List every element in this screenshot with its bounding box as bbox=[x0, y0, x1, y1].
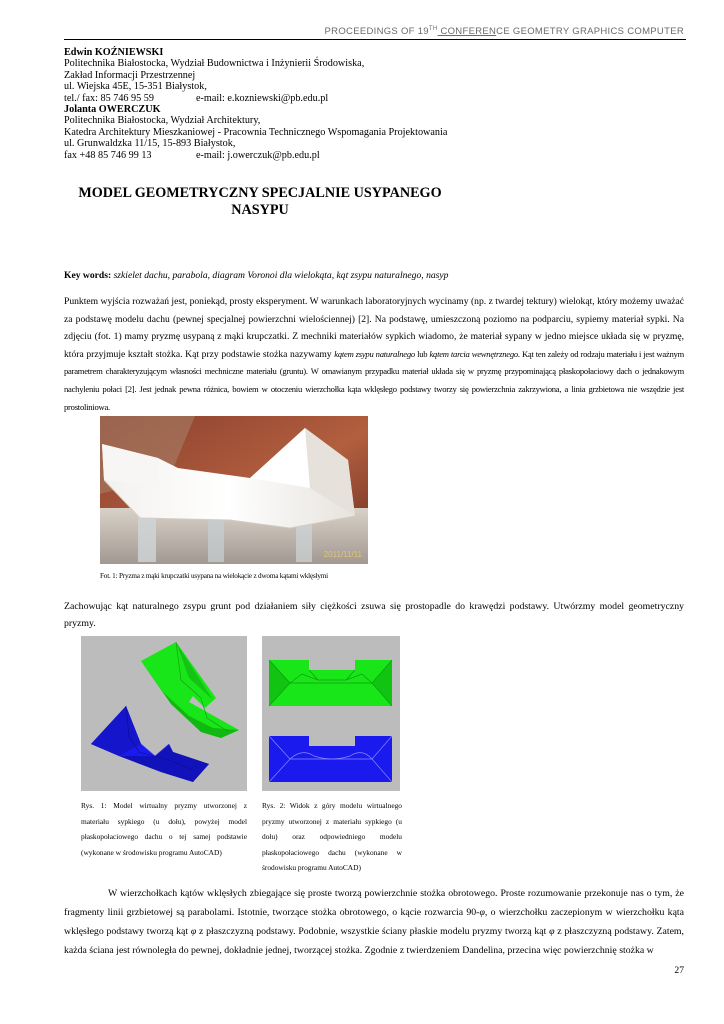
running-header-underlined: CONFEREN bbox=[437, 26, 497, 38]
paragraph-intro-text-a: Punktem wyjścia rozważań jest, poniekąd, prosty eksperyment. W warunkach laboratoryjnych wycinamy (np. z twardej tektury) wielokąt, który możemy uważać za podstawę modelu dachu (pewnej specjalnej powierzchni wielościennej) [2]. Na podstawę, umieszczoną poziomo na podparciu, sypiemy materiał sypki. Na zdjęciu (fot. 1) mamy pryzmę usypaną z mąki krupczatki. Z mechniki materiałów sypkich wiadomo, że materiał sypany w jedno miejsce układa się w pryzmę, która przyjmuje kształt stożka. Kąt przy podstawie stożka nazywamy bbox=[64, 296, 684, 360]
paragraph-model: Zachowując kąt naturalnego zsypu grunt pod działaniem siły ciężkości zsuwa się prostopadle do krawędzi podstawy. Utwórzmy model geometryczny pryzmy. bbox=[64, 601, 684, 629]
paragraph-cones-text-b: , o wierzchołku zaczepionym w wierzchołku kąta wklęsłego podstawy tworzą kąt bbox=[64, 907, 684, 937]
paragraph-intro-text-b: lub bbox=[414, 348, 430, 359]
running-header-rest: CE GEOMETRY GRAPHICS COMPUTER bbox=[496, 26, 684, 38]
symbol-phi: φ bbox=[190, 926, 197, 937]
running-header-text: PROCEEDINGS OF 19 bbox=[324, 26, 429, 38]
symbol-phi: φ bbox=[479, 907, 485, 918]
author1-name: Edwin KOŹNIEWSKI bbox=[64, 47, 164, 58]
author2-address: ul. Grunwaldzka 11/15, 15-893 Białystok, bbox=[64, 138, 236, 150]
author1-phone: tel./ fax: 85 746 95 59 bbox=[64, 92, 154, 104]
keywords-label: Key words: bbox=[64, 270, 112, 281]
figure-3d-models bbox=[81, 636, 247, 791]
paragraph-intro-text-c: . Kąt ten zależy od rodzaju materiału i jest ważnym parametrem charakteryzującym własności mechniczne materiału (gruntu). W omawianym przypadku materiał układa się w pryzmę przypominającą płaskopołaciowy dach o jednakowym nachyleniu połaci [2]. Jest jednak pewna różnica, bowiem w otoczeniu wierzchołka kąta wklęsłego podstawy tworzy się powierzchnia zakrzywiona, a linia grzbietowa nie wszędzie jest prostoliniowa. bbox=[64, 348, 684, 412]
paragraph-intro bbox=[64, 293, 684, 416]
photo-caption: Fot. 1: Pryzma z mąki krupczatki usypana na wielokącie z dwoma kątami wklęsłymi bbox=[100, 572, 328, 580]
header-rule bbox=[64, 39, 686, 40]
title-line-2: NASYPU bbox=[231, 202, 289, 218]
author1-affiliation: Politechnika Białostocka, Wydział Budownictwa i Inżynierii Środowiska, bbox=[64, 58, 365, 70]
running-header-sup: TH bbox=[428, 26, 438, 32]
author2-phone: fax +48 85 746 99 13 bbox=[64, 149, 152, 161]
title-line-1: MODEL GEOMETRYCZNY SPECJALNIE USYPANEGO bbox=[78, 185, 442, 201]
paragraph-cones-text-c: z płaszczyzną podstawy. Podobnie, wszystkie ściany płaskie modelu pryzmy tworzą kąt bbox=[196, 926, 550, 937]
author-block bbox=[64, 47, 684, 161]
author2-department: Katedra Architektury Mieszkaniowej - Pracownia Technicznego Wspomagania Projektowania bbox=[64, 126, 448, 138]
author2-contact bbox=[64, 150, 684, 161]
author1-department: Zakład Informacji Przestrzennej bbox=[64, 69, 196, 81]
paragraph-cones-text-d: z płaszczyzną podstawy. Zatem, każda ściana jest równoległa do pewnej, dokładnie jednej, tworzącej stożka. Zgodnie z twierdzeniem Dandelina, przecina więc powierzchnię stożka w bbox=[64, 926, 684, 956]
keywords bbox=[64, 270, 684, 281]
term-angle-of-repose: kątem zsypu naturalnego bbox=[334, 348, 415, 359]
running-header bbox=[64, 26, 684, 37]
photo-flour-prism bbox=[100, 416, 368, 564]
figure1-caption: Rys. 1: Model wirtualny pryzmy utworzonej z materiału sypkiego (u dołu), powyżej model płaskopołaciowego dachu o tej samej podstawie (wykonane w środowisku programu AutoCAD) bbox=[81, 801, 247, 857]
term-internal-friction-angle: kątem tarcia wewnętrznego bbox=[429, 348, 518, 359]
photo-timestamp: 2011/11/11 bbox=[323, 550, 362, 559]
author2-name: Jolanta OWERCZUK bbox=[64, 103, 161, 115]
figure-top-view bbox=[262, 636, 400, 791]
paragraph-cones-text-a: W wierzchołkach kątów wklęsłych zbiegające się proste tworzą powierzchnie stożka obrotowego. Proste rozumowanie przekonuje nas o tym, że fragmenty linii grzbietowej są parabolami. Istotnie, tworzące stożka obrotowego, o kącie rozwarcia 90- bbox=[64, 888, 684, 918]
keywords-text: szkielet dachu, parabola, diagram Voronoi dla wielokąta, kąt zsypu naturalnego, nasyp bbox=[113, 270, 449, 281]
figure2-caption: Rys. 2: Widok z góry modelu wirtualnego pryzmy utworzonej z materiału sypkiego (u dołu) oraz odpowiedniego modelu płaskopołaciowego dachu (wykonane w środowisku programu AutoCAD) bbox=[262, 801, 402, 873]
paper-title bbox=[64, 185, 456, 219]
author2-affiliation: Politechnika Białostocka, Wydział Architektury, bbox=[64, 115, 261, 127]
author1-address: ul. Wiejska 45E, 15-351 Białystok, bbox=[64, 81, 207, 93]
author1-contact bbox=[64, 93, 684, 104]
symbol-phi: φ bbox=[549, 926, 555, 937]
author1-email: e-mail: e.kozniewski@pb.edu.pl bbox=[196, 92, 329, 104]
page-number: 27 bbox=[674, 965, 684, 976]
paragraph-cones bbox=[64, 884, 684, 960]
author2-email: e-mail: j.owerczuk@pb.edu.pl bbox=[196, 149, 320, 161]
